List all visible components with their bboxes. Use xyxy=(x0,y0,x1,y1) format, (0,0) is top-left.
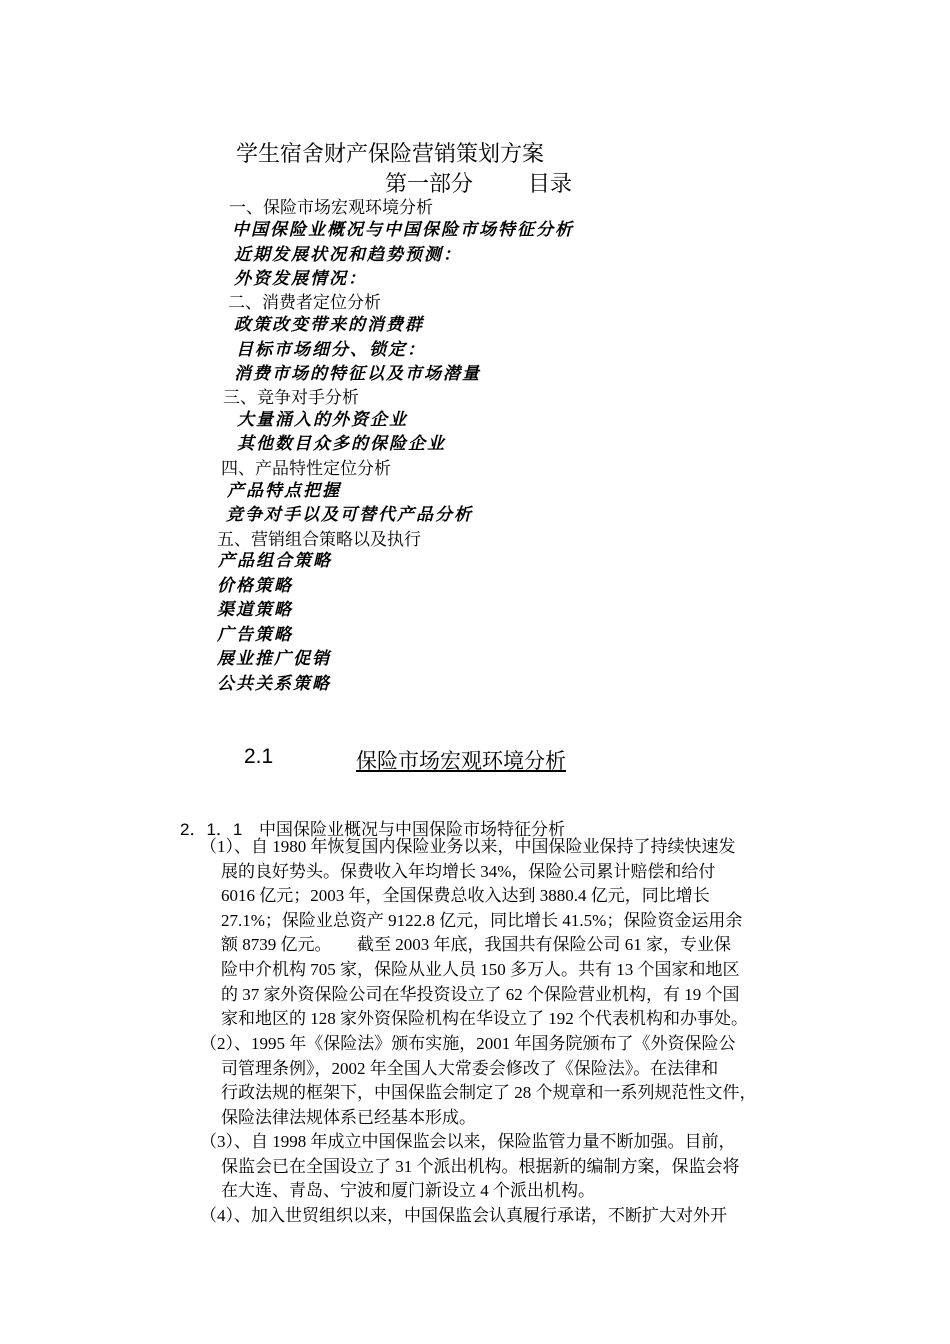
paragraph-line: 保险法律法规体系已经基本形成。 xyxy=(221,1107,476,1127)
toc-section-5: 五、营销组合策略以及执行 xyxy=(217,530,421,549)
toc-item: 产品特点把握 xyxy=(227,481,341,501)
toc-item: 渠道策略 xyxy=(217,600,293,620)
paragraph-line: 额 8739 亿元。 截至 2003 年底，我国共有保险公司 61 家，专业保 xyxy=(221,935,731,955)
toc-item: 公共关系策略 xyxy=(217,674,331,694)
toc-item: 展业推广促销 xyxy=(217,649,331,669)
toc-item: 中国保险业概况与中国保险市场特征分析 xyxy=(232,220,574,240)
toc-item: 目标市场细分、锁定： xyxy=(236,340,426,360)
paragraph-3 xyxy=(200,1130,740,1204)
paragraph-line: 司管理条例》，2002 年全国人大常委会修改了《保险法》。在法律和 xyxy=(221,1058,719,1078)
paragraph-line: 27.1%；保险业总资产 9122.8 亿元，同比增长 41.5%；保险资金运用余 xyxy=(221,910,743,930)
toc-item: 产品组合策略 xyxy=(218,551,332,571)
toc-item: 外资发展情况： xyxy=(234,269,367,289)
paragraph-line: 展的良好势头。保费收入年均增长 34%，保险公司累计赔偿和给付 xyxy=(221,861,716,881)
toc-section-3: 三、竞争对手分析 xyxy=(223,388,359,407)
paragraph-line: 的 37 家外资保险公司在华投资设立了 62 个保险营业机构，有 19 个国 xyxy=(221,984,740,1004)
paragraph-line: （3）、自 1998 年成立中国保监会以来，保险监管力量不断加强。目前， xyxy=(200,1132,736,1151)
section-title: 保险市场宏观环境分析 xyxy=(356,750,566,773)
paragraph-line: 在大连、青岛、宁波和厦门新设立 4 个派出机构。 xyxy=(221,1181,595,1201)
paragraph-line: 保监会已在全国设立了 31 个派出机构。根据新的编制方案，保监会将 xyxy=(221,1156,740,1176)
paragraph-line: （1）、自 1980 年恢复国内保险业务以来，中国保险业保持了持续快速发 xyxy=(200,837,736,856)
paragraph-line: （4）、加入世贸组织以来，中国保监会认真履行承诺，不断扩大对外开 xyxy=(200,1206,727,1225)
subsection-title: 中国保险业概况与中国保险市场特征分析 xyxy=(259,820,565,839)
toc-item: 广告策略 xyxy=(217,625,293,645)
subsection-number: 2．1．1 xyxy=(180,820,243,839)
paragraph-4 xyxy=(200,1204,727,1229)
toc-heading: 目录 xyxy=(528,171,573,196)
toc-section-1: 一、保险市场宏观环境分析 xyxy=(229,198,433,217)
paragraph-line: （2）、1995 年《保险法》颁布实施，2001 年国务院颁布了《外资保险公 xyxy=(200,1034,736,1053)
toc-item: 价格策略 xyxy=(217,576,293,596)
paragraph-line: 险中介机构 705 家，保险从业人员 150 多万人。共有 13 个国家和地区 xyxy=(221,959,740,979)
paragraph-2 xyxy=(200,1032,757,1130)
toc-item: 近期发展状况和趋势预测： xyxy=(234,245,462,265)
paragraph-line: 行政法规的框架下，中国保监会制定了 28 个规章和一系列规范性文件， xyxy=(221,1083,757,1103)
toc-item: 政策改变带来的消费群 xyxy=(234,315,424,335)
paragraph-1 xyxy=(200,835,748,1032)
paragraph-line: 家和地区的 128 家外资保险机构在华设立了 192 个代表机构和办事处。 xyxy=(221,1009,748,1029)
paragraph-line: 6016 亿元；2003 年，全国保费总收入达到 3880.4 亿元，同比增长 xyxy=(221,886,710,906)
toc-item: 大量涌入的外资企业 xyxy=(237,410,408,430)
toc-section-2: 二、消费者定位分析 xyxy=(228,293,381,312)
toc-item: 竞争对手以及可替代产品分析 xyxy=(226,505,473,525)
section-number: 2.1 xyxy=(244,745,274,768)
toc-section-4: 四、产品特性定位分析 xyxy=(221,459,391,478)
toc-item: 消费市场的特征以及市场潜量 xyxy=(234,364,481,384)
part-label: 第一部分 xyxy=(385,171,474,196)
toc-item: 其他数目众多的保险企业 xyxy=(237,434,446,454)
document-title: 学生宿舍财产保险营销策划方案 xyxy=(236,141,545,166)
